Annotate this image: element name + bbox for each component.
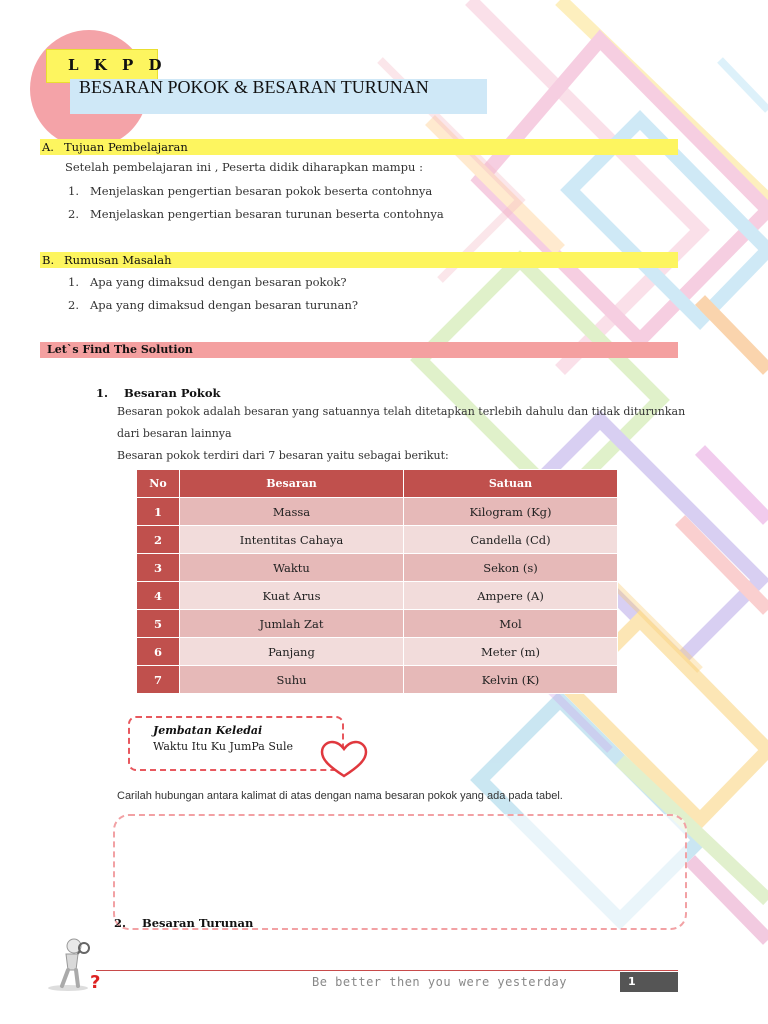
list-item-text: Apa yang dimaksud dengan besaran turunan?	[90, 298, 359, 312]
definition-line-1: Besaran pokok adalah besaran yang satuannya telah ditetapkan terlebih dahulu dan tidak diturunkan	[117, 405, 686, 418]
list-item	[68, 207, 444, 221]
mnemonic-text: Waktu Itu Ku JumPa Sule	[153, 740, 294, 753]
row-besaran: Jumlah Zat	[180, 610, 404, 638]
row-besaran: Massa	[180, 498, 404, 526]
row-number: 5	[137, 610, 180, 638]
row-besaran: Kuat Arus	[180, 582, 404, 610]
definition-line-2: dari besaran lainnya	[117, 427, 232, 440]
besaran-turunan-heading: 2. Besaran Turunan	[114, 916, 254, 930]
solution-banner	[40, 342, 678, 358]
row-satuan: Kelvin (K)	[404, 666, 618, 694]
table-intro: Besaran pokok terdiri dari 7 besaran yaitu sebagai berikut:	[117, 449, 449, 462]
mnemonic-title: Jembatan Keledai	[153, 724, 263, 737]
footer-divider	[96, 970, 678, 971]
header-no: No	[137, 470, 180, 498]
row-number: 6	[137, 638, 180, 666]
row-number: 4	[137, 582, 180, 610]
table-row	[137, 554, 618, 582]
table-row	[137, 638, 618, 666]
list-item	[68, 298, 358, 312]
table-row	[137, 582, 618, 610]
list-item-number: 1.	[68, 184, 79, 198]
row-besaran: Intentitas Cahaya	[180, 526, 404, 554]
section-b-header	[40, 252, 678, 268]
page-number: 1	[628, 975, 636, 988]
row-satuan: Ampere (A)	[404, 582, 618, 610]
list-item-number: 1.	[68, 275, 79, 289]
section-a-header	[40, 139, 678, 155]
section-a-intro: Setelah pembelajaran ini , Peserta didik diharapkan mampu :	[65, 160, 423, 174]
list-item	[68, 275, 347, 289]
row-besaran: Suhu	[180, 666, 404, 694]
row-besaran: Panjang	[180, 638, 404, 666]
row-satuan: Candella (Cd)	[404, 526, 618, 554]
page-title: BESARAN POKOK & BESARAN TURUNAN	[79, 77, 429, 97]
list-item-text: Apa yang dimaksud dengan besaran pokok?	[90, 275, 347, 289]
table-row	[137, 526, 618, 554]
footer-slogan: Be better then you were yesterday	[312, 975, 567, 989]
document-badge: L K P D	[68, 56, 167, 74]
heart-icon	[318, 740, 370, 780]
svg-text:?: ?	[90, 972, 101, 992]
section-b-letter: B.	[42, 253, 55, 267]
table-row	[137, 498, 618, 526]
section-b-title: Rumusan Masalah	[64, 253, 172, 267]
table-header-row	[137, 470, 618, 498]
section-a-title: Tujuan Pembelajaran	[64, 140, 188, 154]
row-satuan: Meter (m)	[404, 638, 618, 666]
list-item	[68, 184, 432, 198]
list-item-number: 2.	[68, 298, 79, 312]
row-satuan: Mol	[404, 610, 618, 638]
instruction-text: Carilah hubungan antara kalimat di atas dengan nama besaran pokok yang ada pada tabel.	[117, 790, 563, 802]
list-item-text: Menjelaskan pengertian besaran pokok beserta contohnya	[90, 184, 433, 198]
table-row	[137, 666, 618, 694]
row-satuan: Sekon (s)	[404, 554, 618, 582]
thinking-figure-icon	[44, 936, 106, 992]
row-besaran: Waktu	[180, 554, 404, 582]
row-number: 2	[137, 526, 180, 554]
row-satuan: Kilogram (Kg)	[404, 498, 618, 526]
row-number: 3	[137, 554, 180, 582]
table-row	[137, 610, 618, 638]
row-number: 7	[137, 666, 180, 694]
header-satuan: Satuan	[404, 470, 618, 498]
header-besaran: Besaran	[180, 470, 404, 498]
besaran-pokok-heading: 1. Besaran Pokok	[96, 386, 221, 400]
section-a-letter: A.	[42, 140, 54, 154]
answer-box[interactable]	[113, 814, 687, 930]
besaran-pokok-table	[136, 469, 618, 694]
list-item-number: 2.	[68, 207, 79, 221]
list-item-text: Menjelaskan pengertian besaran turunan beserta contohnya	[90, 207, 444, 221]
row-number: 1	[137, 498, 180, 526]
solution-banner-text: Let`s Find The Solution	[47, 343, 193, 356]
